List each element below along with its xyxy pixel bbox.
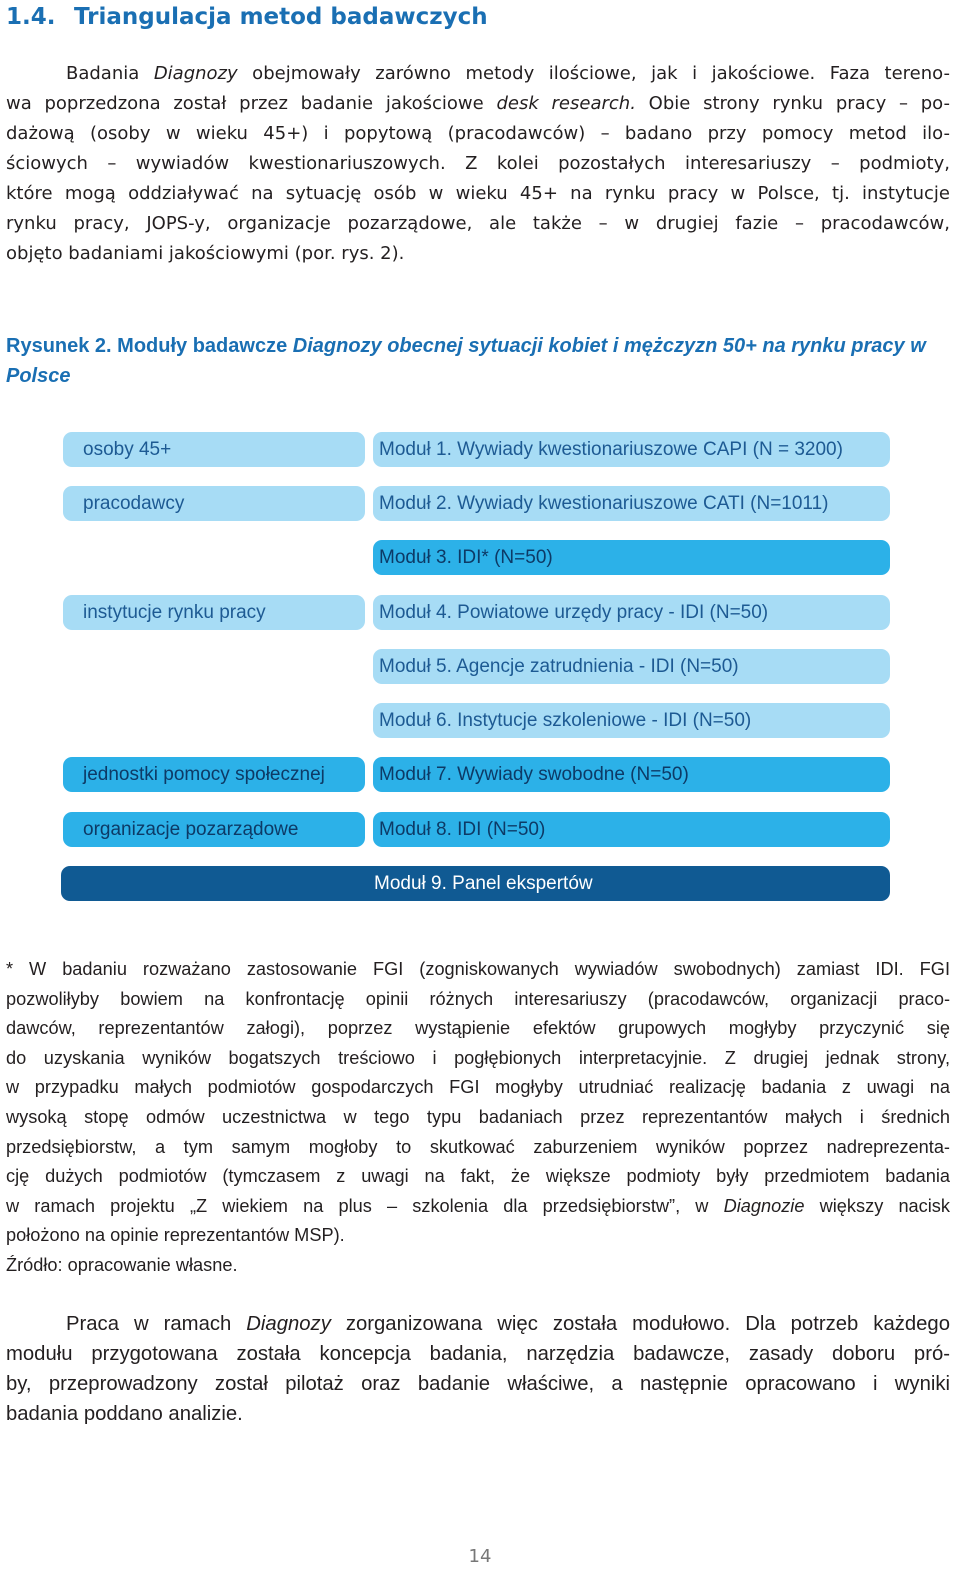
text-run: by, przeprowadzony został pilotaż oraz badanie właściwe, a następnie opracowano i wyniki bbox=[6, 1373, 950, 1395]
text-line bbox=[6, 149, 950, 179]
text-line bbox=[6, 119, 950, 149]
footnote bbox=[6, 955, 950, 1251]
closing-paragraph bbox=[6, 1309, 950, 1429]
figure-label: Rysunek 2. bbox=[6, 335, 112, 357]
module-box-1: Moduł 1. Wywiady kwestionariuszowe CAPI (N = 3200) bbox=[373, 432, 890, 467]
text-run: Badania bbox=[66, 63, 154, 84]
text-line bbox=[6, 1162, 950, 1192]
intro-paragraph bbox=[6, 59, 950, 269]
text-run: dawców, reprezentantów załogi), poprzez wystąpienie efektów grupowych mogłyby przyczynić się bbox=[6, 1018, 950, 1039]
text-line bbox=[6, 239, 950, 269]
text-run: Obie strony rynku pracy – po- bbox=[635, 93, 950, 114]
text-line bbox=[6, 1133, 950, 1163]
text-line bbox=[6, 985, 950, 1015]
text-run: objęto badaniami jakościowymi (por. rys. 2). bbox=[6, 243, 405, 264]
text-line bbox=[6, 1103, 950, 1133]
text-line bbox=[6, 1044, 950, 1074]
module-box-8: Moduł 8. IDI (N=50) bbox=[373, 812, 890, 847]
figure-title-italic: Diagnozy obecnej sytuacji kobiet i mężczyzn 50+ na rynku pracy w Polsce bbox=[6, 335, 926, 387]
text-run: wa poprzedzona został przez badanie jakościowe bbox=[6, 93, 497, 114]
text-line bbox=[6, 1073, 950, 1103]
text-line bbox=[6, 1339, 950, 1369]
respondent-box-labour-institutions: instytucje rynku pracy bbox=[63, 595, 365, 630]
respondent-box-social-assistance: jednostki pomocy społecznej bbox=[63, 757, 365, 792]
text-line bbox=[6, 1221, 950, 1251]
text-run: ściowych – wywiadów kwestionariuszowych. Z kolei pozostałych interesariuszy – podmioty, bbox=[6, 153, 950, 174]
italic-term: desk research. bbox=[496, 93, 636, 114]
text-line bbox=[6, 1369, 950, 1399]
text-run: zorganizowana więc została modułowo. Dla potrzeb każdego bbox=[330, 1313, 950, 1335]
section-title: Triangulacja metod badawczych bbox=[74, 4, 488, 30]
module-box-9-expert-panel: Moduł 9. Panel ekspertów bbox=[61, 866, 890, 901]
text-run: w przypadku małych podmiotów gospodarczych FGI mogłyby utrudniać realizację badania z uwagi na bbox=[6, 1077, 950, 1098]
section-number: 1.4. bbox=[6, 4, 56, 30]
text-line bbox=[6, 1192, 950, 1222]
respondent-box-ngos: organizacje pozarządowe bbox=[63, 812, 365, 847]
text-run: modułu przygotowana została koncepcja badania, narzędzia badawcze, zasady doboru pró- bbox=[6, 1343, 950, 1365]
figure-note bbox=[6, 955, 950, 1281]
text-run: położono na opinie reprezentantów MSP). bbox=[6, 1225, 345, 1246]
text-line bbox=[6, 59, 950, 89]
text-run: w ramach projektu „Z wiekiem na plus – szkolenia dla przedsiębiorstw”, w bbox=[6, 1195, 724, 1216]
text-run: pozwoliłyby bowiem na konfrontację opinii różnych interesariuszy (pracodawców, organizacji praco- bbox=[6, 988, 950, 1009]
text-line bbox=[6, 179, 950, 209]
text-line bbox=[6, 955, 950, 985]
text-line bbox=[6, 209, 950, 239]
text-line bbox=[6, 1014, 950, 1044]
text-line bbox=[6, 1399, 950, 1429]
text-run: większy nacisk bbox=[804, 1195, 950, 1216]
text-run: które mogą oddziaływać na sytuację osób w wieku 45+ na rynku pracy w Polsce, tj. instytucje bbox=[6, 183, 950, 204]
page-number: 14 bbox=[468, 1546, 492, 1567]
module-box-6: Moduł 6. Instytucje szkoleniowe - IDI (N=50) bbox=[373, 703, 890, 738]
figure-caption bbox=[6, 331, 950, 391]
source-line: Źródło: opracowanie własne. bbox=[6, 1254, 238, 1275]
figure-title-prefix: Moduły badawcze bbox=[111, 335, 293, 357]
module-box-4: Moduł 4. Powiatowe urzędy pracy - IDI (N=50) bbox=[373, 595, 890, 630]
module-box-3: Moduł 3. IDI* (N=50) bbox=[373, 540, 890, 575]
module-box-5: Moduł 5. Agencje zatrudnienia - IDI (N=50) bbox=[373, 649, 890, 684]
respondent-box-older-persons: osoby 45+ bbox=[63, 432, 365, 467]
text-run: badania poddano analizie. bbox=[6, 1403, 243, 1425]
module-box-7: Moduł 7. Wywiady swobodne (N=50) bbox=[373, 757, 890, 792]
text-line bbox=[6, 1309, 950, 1339]
text-line bbox=[6, 89, 950, 119]
text-run: rynku pracy, JOPS-y, organizacje pozarządowe, ale także – w drugiej fazie – pracodawców, bbox=[6, 213, 950, 234]
text-run: do uzyskania wyników bogatszych treściowo i pogłębionych interpretacyjnie. Z drugiej jednak strony, bbox=[6, 1047, 950, 1068]
module-box-2: Moduł 2. Wywiady kwestionariuszowe CATI (N=1011) bbox=[373, 486, 890, 521]
respondent-box-employers: pracodawcy bbox=[63, 486, 365, 521]
text-run: cję dużych podmiotów (tymczasem z uwagi na fakt, że większe podmioty były przedmiotem badania bbox=[6, 1166, 950, 1187]
italic-term: Diagnozy bbox=[246, 1313, 331, 1335]
section-heading bbox=[6, 4, 488, 30]
text-run: obejmowały zarówno metody ilościowe, jak i jakościowe. Faza tereno- bbox=[237, 63, 950, 84]
text-run: Praca w ramach bbox=[66, 1313, 247, 1335]
italic-term: Diagnozy bbox=[153, 63, 238, 84]
italic-term: Diagnozie bbox=[723, 1195, 805, 1216]
text-run: wysoką stopę odmów uczestnictwa w tego typu badaniach przez reprezentantów małych i średnich bbox=[6, 1106, 950, 1127]
text-run: * W badaniu rozważano zastosowanie FGI (zogniskowanych wywiadów swobodnych) zamiast IDI. FGI bbox=[6, 959, 950, 979]
text-run: dażową (osoby w wieku 45+) i popytową (pracodawców) – badano przy pomocy metod ilo- bbox=[6, 123, 950, 144]
text-run: przedsiębiorstw, a tym samym mogłoby to skutkować zaburzeniem wyników poprzez nadreprezenta- bbox=[6, 1136, 950, 1157]
